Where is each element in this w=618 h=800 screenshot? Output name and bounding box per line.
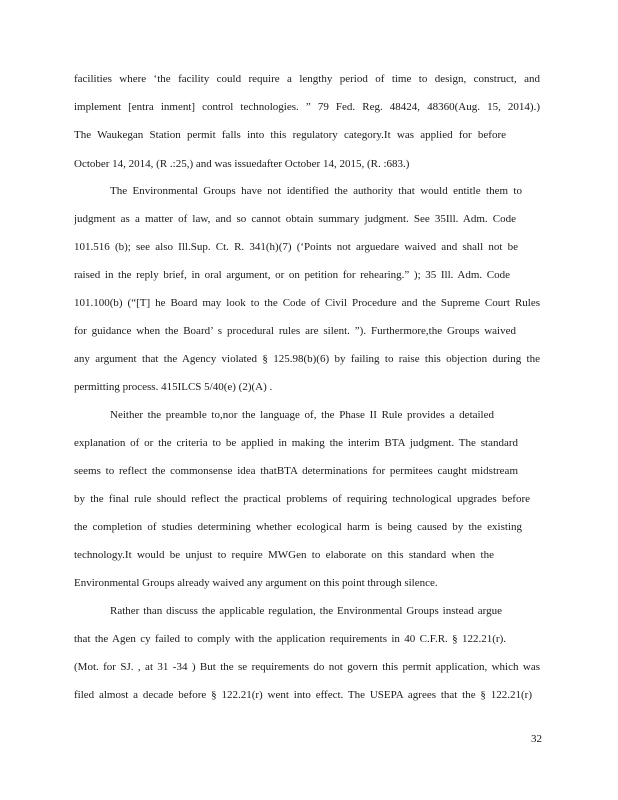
text-line: for guidance when the Board’ s procedural rules are silent. ”). Furthermore,the Groups waived — [74, 325, 516, 337]
text-line: raised in the reply brief, in oral argument, or on petition for rehearing.” ); 35 Ill. Adm. Code — [74, 269, 510, 281]
paragraph-first-line: Rather than discuss the applicable regulation, the Environmental Groups instead argue — [110, 605, 502, 617]
text-line: 101.516 (b); see also Ill.Sup. Ct. R. 341(h)(7) (‘Points not arguedare waived and shall not be — [74, 241, 518, 253]
text-line: any argument that the Agency violated § 125.98(b)(6) by failing to raise this objection during the — [74, 353, 540, 365]
text-line: The Waukegan Station permit falls into this regulatory category.It was applied for before — [74, 129, 506, 141]
text-line: permitting process. 415ILCS 5/40(e) (2)(A) . — [74, 381, 273, 393]
text-line: filed almost a decade before § 122.21(r) went into effect. The USEPA agrees that the § 122.21(r) — [74, 689, 532, 701]
text-line: explanation of or the criteria to be applied in making the interim BTA judgment. The standard — [74, 437, 518, 449]
paragraph-first-line: Neither the preamble to,nor the language of, the Phase II Rule provides a detailed — [110, 409, 494, 421]
text-line: (Mot. for SJ. , at 31 -34 ) But the se requirements do not govern this permit application, which was — [74, 661, 540, 673]
text-line: seems to reflect the commonsense idea thatBTA determinations for permitees caught midstream — [74, 465, 518, 477]
text-line: implement [entra inment] control technologies. ” 79 Fed. Reg. 48424, 48360(Aug. 15, 2014).) — [74, 101, 540, 113]
text-line: by the final rule should reflect the practical problems of requiring technological upgrades before — [74, 493, 530, 505]
text-line: that the Agen cy failed to comply with the application requirements in 40 C.F.R. § 122.21(r). — [74, 633, 506, 645]
text-line: October 14, 2014, (R .:25,) and was issuedafter October 14, 2015, (R. :683.) — [74, 158, 410, 170]
text-line: facilities where ‘the facility could require a lengthy period of time to design, construct, and — [74, 73, 540, 85]
text-line: 101.100(b) (“[T] he Board may look to the Code of Civil Procedure and the Supreme Court Rules — [74, 297, 540, 309]
paragraph-first-line: The Environmental Groups have not identified the authority that would entitle them to — [110, 185, 522, 197]
text-line: Environmental Groups already waived any argument on this point through silence. — [74, 577, 438, 589]
text-line: technology.It would be unjust to require MWGen to elaborate on this standard when the — [74, 549, 494, 561]
text-line: judgment as a matter of law, and so cannot obtain summary judgment. See 35Ill. Adm. Code — [74, 213, 516, 225]
text-line: the completion of studies determining whether ecological harm is being caused by the existing — [74, 521, 522, 533]
page-number: 32 — [531, 733, 542, 745]
